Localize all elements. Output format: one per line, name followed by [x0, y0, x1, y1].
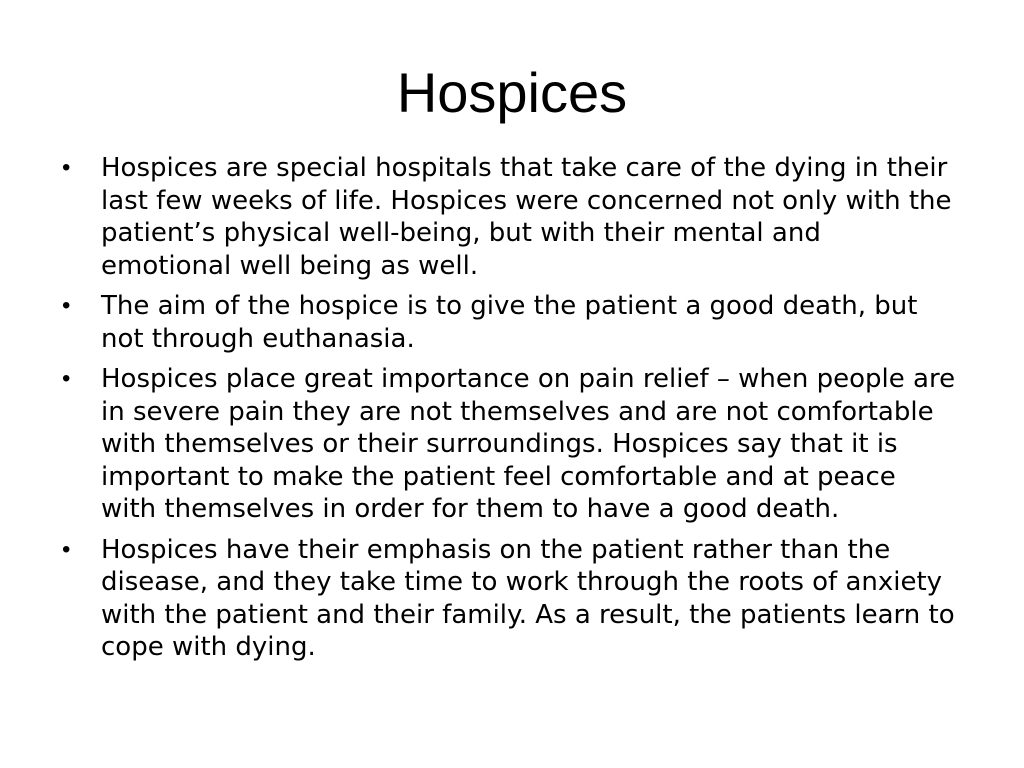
bullet-marker: •: [62, 365, 71, 392]
bullet-text: Hospices have their emphasis on the patient rather than the disease, and they take time to work through the roots of anxiety with the patient and their family. As a result, the patients learn to cope with dying.: [101, 534, 955, 662]
bullet-item-2: [56, 290, 956, 355]
slide-title: Hospices: [396, 61, 628, 124]
bullet-text: The aim of the hospice is to give the patient a good death, but not through euthanasia.: [101, 291, 918, 354]
bullet-item-1: [56, 152, 956, 282]
bullet-marker: •: [62, 535, 71, 563]
bullet-text: Hospices are special hospitals that take care of the dying in their last few weeks of life. Hospices were concerned not only with the patient’s physical well-being, but with their mental and emotional well being as well.: [101, 153, 952, 281]
bullet-item-4: [56, 534, 956, 664]
bullet-marker: •: [62, 292, 71, 319]
bullet-list: [56, 152, 956, 672]
bullet-marker: •: [62, 154, 71, 181]
bullet-item-3: [56, 363, 956, 526]
bullet-text: Hospices place great importance on pain relief – when people are in severe pain they are not themselves and are not comfortable with themselves or their surroundings. Hospices say that it is important to make the patient feel comfortable and at peace with themselves in order for them to have a good death.: [101, 364, 956, 524]
